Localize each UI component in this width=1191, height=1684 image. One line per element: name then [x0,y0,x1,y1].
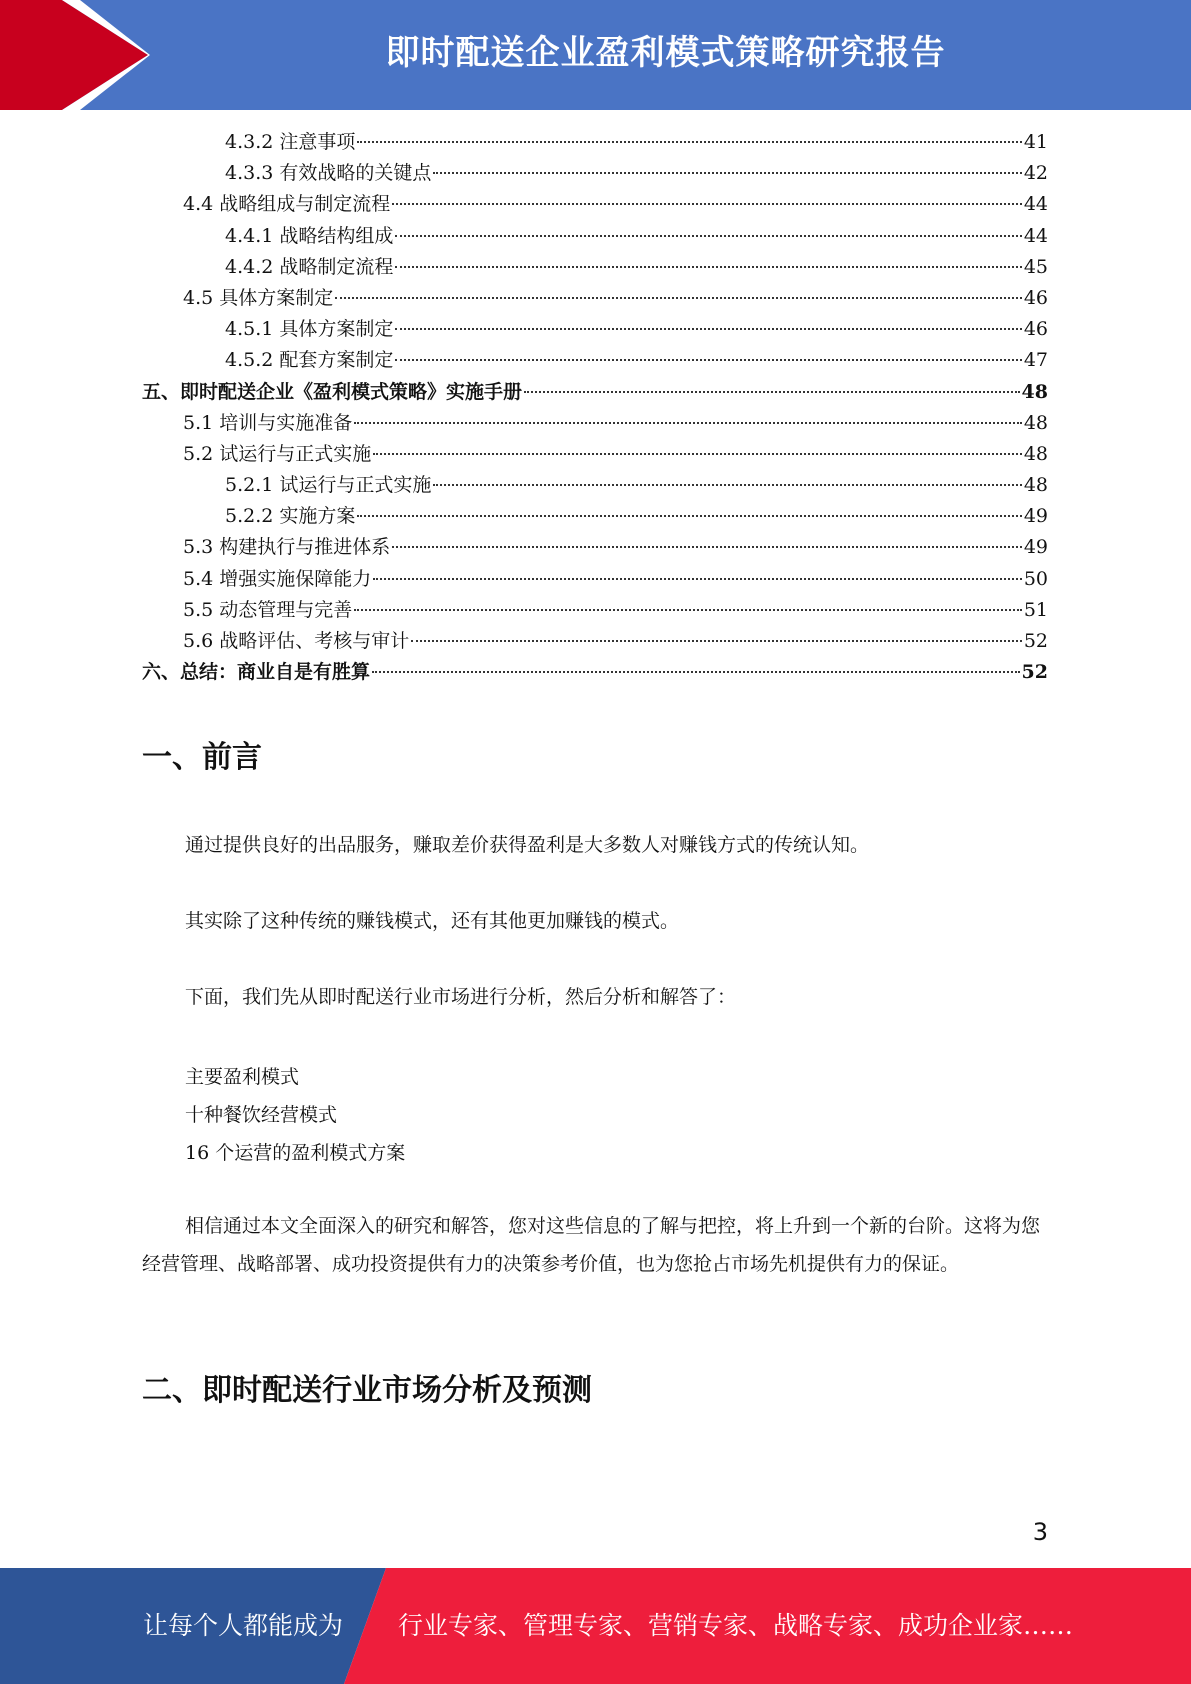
toc-entry-label: 4.5.1 具体方案制定 [225,318,394,341]
preface-list-item: 主要盈利模式 [185,1066,300,1088]
toc-entry-label: 5.4 增强实施保障能力 [183,567,372,590]
toc-entry-label: 4.5 具体方案制定 [183,286,334,309]
toc-entry-page: 48 [1023,411,1048,434]
toc-entry[interactable] [142,377,1048,408]
toc-dot-leader [372,671,1020,673]
toc-entry-page: 52 [1023,630,1048,652]
toc-dot-leader [357,515,1021,517]
toc-entry-label: 六、总结：商业自是有胜算 [142,661,371,684]
preface-list-item: 16 个运营的盈利模式方案 [185,1142,406,1164]
toc-entry-page: 48 [1023,474,1048,497]
toc-entry-page: 42 [1023,162,1048,185]
toc-dot-leader [433,484,1021,486]
toc-dot-leader [373,578,1022,580]
toc-entry[interactable] [142,189,1048,220]
toc-dot-leader [392,546,1022,548]
preface-paragraph-3: 下面，我们先从即时配送行业市场进行分析，然后分析和解答了： [185,986,737,1008]
toc-entry[interactable] [142,595,1048,626]
toc-entry-page: 49 [1023,505,1048,528]
toc-entry-page: 50 [1023,567,1048,590]
section-heading-market-analysis: 二、即时配送行业市场分析及预测 [142,1373,592,1408]
page-footer [0,1568,1191,1684]
toc-entry-page: 44 [1023,193,1048,216]
page-number: 3 [1032,1518,1048,1546]
toc-dot-leader [524,391,1020,393]
table-of-contents [142,127,1048,688]
toc-dot-leader [354,422,1022,424]
toc-dot-leader [395,266,1021,268]
footer-slogan-left: 让每个人都能成为 [143,1611,344,1640]
toc-entry-label: 4.5.2 配套方案制定 [225,349,394,372]
toc-entry-label: 4.4.2 战略制定流程 [225,255,394,278]
toc-entry[interactable] [142,158,1048,189]
toc-entry-page: 41 [1023,131,1048,153]
toc-entry[interactable] [142,439,1048,470]
toc-dot-leader [411,640,1022,642]
toc-entry[interactable] [142,127,1048,158]
toc-entry[interactable] [142,283,1048,314]
toc-entry[interactable] [142,532,1048,563]
toc-entry[interactable] [142,221,1048,252]
toc-entry-label: 5.2 试运行与正式实施 [183,442,372,465]
toc-entry[interactable] [142,470,1048,501]
toc-entry-page: 46 [1023,318,1048,341]
preface-list-item: 十种餐饮经营模式 [185,1104,338,1126]
toc-entry-label: 4.3.2 注意事项 [225,131,356,153]
toc-entry-label: 5.2.2 实施方案 [225,505,356,528]
footer-slogan-right: 行业专家、管理专家、营销专家、战略专家、成功企业家…… [398,1611,1074,1640]
toc-dot-leader [395,328,1021,330]
toc-dot-leader [335,297,1022,299]
toc-entry-page: 45 [1023,255,1048,278]
preface-paragraph-1: 通过提供良好的出品服务，赚取差价获得盈利是大多数人对赚钱方式的传统认知。 [185,834,870,856]
section-heading-preface: 一、前言 [142,740,262,775]
toc-entry-page: 51 [1023,598,1048,621]
toc-entry-label: 5.5 动态管理与完善 [183,598,353,621]
toc-entry-page: 48 [1021,380,1048,403]
toc-entry-page: 47 [1023,349,1048,372]
toc-entry-page: 52 [1021,661,1048,684]
toc-entry[interactable] [142,501,1048,532]
preface-paragraph-2: 其实除了这种传统的赚钱模式，还有其他更加赚钱的模式。 [185,910,680,932]
preface-paragraph-4: 相信通过本文全面深入的研究和解答，您对这些信息的了解与把控，将上升到一个新的台阶。这将为您经营管理、战略部署、成功投资提供有力的决策参考价值，也为您抢占市场先机提供有力的保证。 [142,1215,1041,1275]
toc-dot-leader [392,203,1022,205]
page-header [0,0,1191,110]
toc-dot-leader [373,453,1022,455]
toc-entry[interactable] [142,345,1048,376]
toc-dot-leader [357,141,1021,143]
toc-entry[interactable] [142,252,1048,283]
toc-dot-leader [354,609,1022,611]
toc-entry-label: 5.3 构建执行与推进体系 [183,536,391,559]
toc-entry-label: 5.6 战略评估、考核与审计 [183,630,410,652]
toc-entry-label: 4.4.1 战略结构组成 [225,224,394,247]
toc-entry-label: 五、即时配送企业《盈利模式策略》实施手册 [142,380,523,403]
toc-entry[interactable] [142,564,1048,595]
toc-entry[interactable] [142,657,1048,688]
toc-dot-leader [395,359,1021,361]
toc-dot-leader [433,172,1021,174]
toc-entry-page: 44 [1023,224,1048,247]
toc-entry-label: 5.2.1 试运行与正式实施 [225,474,432,497]
toc-entry-label: 5.1 培训与实施准备 [183,411,353,434]
header-title: 即时配送企业盈利模式策略研究报告 [385,33,946,73]
toc-entry[interactable] [142,408,1048,439]
toc-entry-label: 4.4 战略组成与制定流程 [183,193,391,216]
toc-entry-page: 49 [1023,536,1048,559]
toc-entry-label: 4.3.3 有效战略的关键点 [225,162,432,185]
toc-entry-page: 46 [1023,286,1048,309]
toc-dot-leader [395,235,1021,237]
toc-entry-page: 48 [1023,442,1048,465]
toc-entry[interactable] [142,626,1048,657]
toc-entry[interactable] [142,314,1048,345]
